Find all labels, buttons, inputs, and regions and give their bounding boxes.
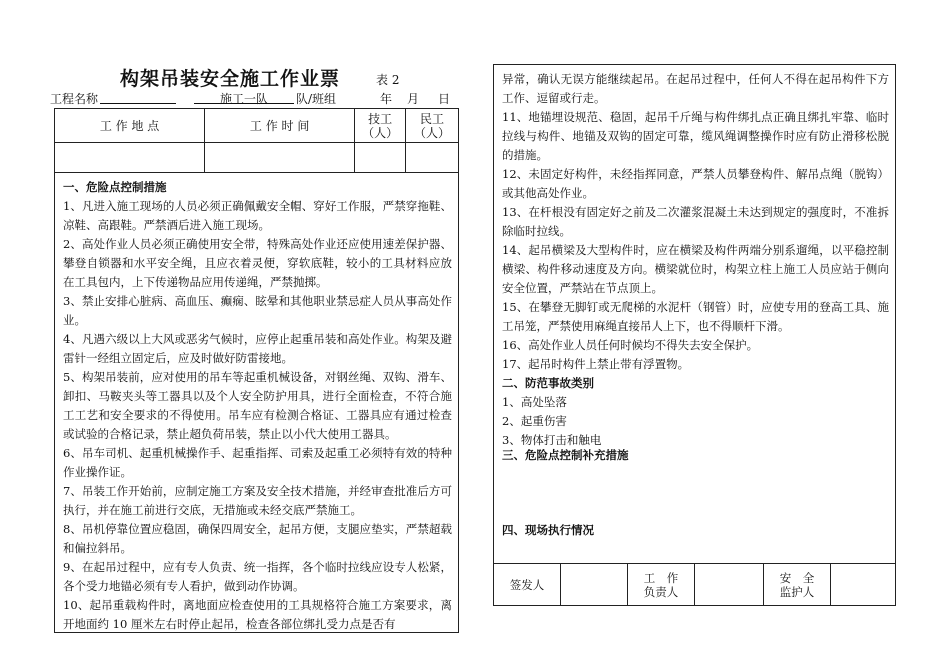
left-item: 10、起吊重载构件时，离地面应检查使用的工具规格符合施工方案要求，离开地面约 10 厘米左右时停止起吊，检查各部位绑扎受力点是否有 [63, 598, 452, 631]
labor-count-cell[interactable] [406, 143, 459, 173]
col-tech: 技工 （人） [355, 109, 406, 143]
project-info-line [50, 90, 460, 106]
work-info-table [54, 108, 459, 173]
left-item: 5、构架吊装前，应对使用的吊车等起重机械设备，对钢丝绳、双钩、滑车、卸扣、马鞍夹头等工器具以及个人安全防护用具，进行全面检查，不符合施工工艺和安全要求的不得使用。吊车应有检测合格证、工器具应有通过检查或试验的合格记录，禁止超负荷吊装，禁止以小代大使用工器具。 [63, 370, 452, 441]
col-time: 工 作 时 间 [205, 109, 355, 143]
section-1-title: 一、危险点控制措施 [63, 180, 167, 194]
right-body-panel [493, 64, 896, 606]
team-name: 施工一队 [219, 92, 268, 106]
left-item: 7、吊装工作开始前，应制定施工方案及安全技术措施，并经审查批准后方可执行，并在施工前进行交底，无措施或未经交底严禁施工。 [63, 484, 452, 517]
issuer-label: 签发人 [494, 564, 561, 605]
date-year-label: 年 [380, 92, 393, 106]
safety-supervisor-label: 安 全 监护人 [764, 564, 831, 605]
left-item: 3、禁止安排心脏病、高血压、癫痫、眩晕和其他职业禁忌症人员从事高处作业。 [63, 294, 452, 327]
left-item: 1、凡进入施工现场的人员必须正确佩戴安全帽、穿好工作服，严禁穿拖鞋、凉鞋、高跟鞋。严禁酒后进入施工现场。 [63, 199, 452, 232]
right-item: 15、在攀登无脚钉或无爬梯的水泥杆（钢管）时，应使专用的登高工具、施工吊笼，严禁使用麻绳直接吊人上下，也不得顺杆下滑。 [502, 300, 889, 333]
tech-count-cell[interactable] [355, 143, 406, 173]
left-item: 8、吊机停靠位置应稳固，确保四周安全，起吊方便，支腿应垫实，严禁超载和偏拉斜吊。 [63, 522, 452, 555]
signature-row [494, 563, 895, 605]
supplementary-measures-area[interactable] [502, 465, 889, 521]
left-item: 2、高处作业人员必须正确使用安全带，特殊高处作业还应使用速差保护器、攀登自锁器和水平安全绳，且应衣着灵便，穿软底鞋，较小的工具材料应放在工具包内，上下传递物品应用传递绳，严禁抛掷。 [63, 237, 452, 289]
project-name-label: 工程名称 [50, 92, 99, 106]
team-name-field[interactable] [194, 90, 294, 104]
right-item: 17、起吊时构件上禁止带有浮置物。 [502, 357, 690, 371]
left-body-panel [54, 172, 459, 633]
date-month-label: 月 [407, 92, 420, 106]
col-labor: 民工 （人） [406, 109, 459, 143]
accident-type: 3、物体打击和触电 [502, 433, 602, 447]
right-item: 12、未固定好构件，未经指挥同意，严禁人员攀登构件、解吊点绳（脱钩）或其他高处作业。 [502, 167, 889, 200]
section-4-title: 四、现场执行情况 [502, 523, 594, 537]
table-number: 表 2 [376, 73, 400, 87]
left-item: 6、吊车司机、起重机械操作手、起重指挥、司索及起重工必须特有效的特种作业操作证。 [63, 446, 452, 479]
team-suffix: 队/班组 [296, 92, 337, 106]
right-item: 13、在杆根没有固定好之前及二次灌浆混凝土未达到规定的强度时，不准拆除临时拉线。 [502, 205, 889, 238]
accident-type: 1、高处坠落 [502, 395, 567, 409]
section-2-title: 二、防范事故类别 [502, 376, 594, 390]
work-leader-sign-cell[interactable] [695, 564, 764, 605]
left-item: 9、在起吊过程中，应有专人负责、统一指挥，各个临时拉线应设专人松紧，各个受力地锚必须有专人看护，做到动作协调。 [63, 560, 452, 593]
location-cell[interactable] [55, 143, 205, 173]
right-item: 16、高处作业人员任何时候均不得失去安全保护。 [502, 338, 759, 352]
left-item: 4、凡遇六级以上大风或恶劣气候时，应停止起重吊装和高处作业。构架及避雷针一经组立固定后，应及时做好防雷接地。 [63, 332, 452, 365]
right-item: 异常，确认无误方能继续起吊。在起吊过程中，任何人不得在起吊构件下方工作、逗留或行走。 [502, 72, 889, 105]
issuer-sign-cell[interactable] [561, 564, 628, 605]
right-item: 14、起吊横梁及大型构件时，应在横梁及构件两端分别系遛绳，以平稳控制横梁、构件移动速度及方向。横梁就位时，构架立柱上施工人员应站于侧向安全位置，严禁站在节点顶上。 [502, 243, 889, 295]
work-leader-label: 工 作 负责人 [628, 564, 695, 605]
time-cell[interactable] [205, 143, 355, 173]
section-3-title: 三、危险点控制补充措施 [502, 448, 629, 462]
accident-type: 2、起重伤害 [502, 414, 567, 428]
safety-supervisor-sign-cell[interactable] [831, 564, 895, 605]
col-location: 工 作 地 点 [55, 109, 205, 143]
date-day-label: 日 [438, 92, 451, 106]
project-name-field[interactable] [100, 90, 176, 104]
right-item: 11、地锚埋设规范、稳固，起吊千斤绳与构件绑扎点正确且绑扎牢靠、临时拉线与构件、地锚及双钩的固定可靠，缆风绳调整操作时应有防止滑移松脱的措施。 [502, 110, 889, 162]
document-title: 构架吊装安全施工作业票 [120, 68, 341, 90]
